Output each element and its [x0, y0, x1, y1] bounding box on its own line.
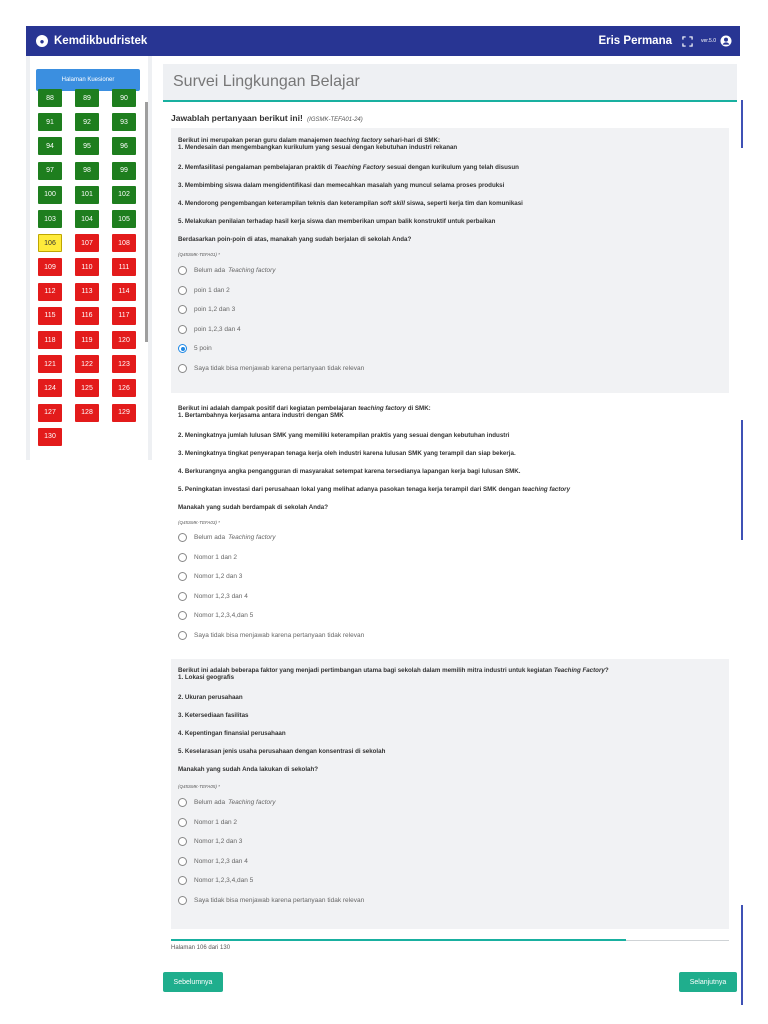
- question-number-button[interactable]: 116: [75, 307, 99, 325]
- answer-option[interactable]: [178, 876, 253, 885]
- question-number-button[interactable]: 102: [112, 186, 136, 204]
- question-number-button[interactable]: 117: [112, 307, 136, 325]
- question-number-button[interactable]: 105: [112, 210, 136, 228]
- question-text-line: [178, 412, 344, 420]
- question-text-segment: Teaching Factory: [334, 164, 386, 171]
- answer-option[interactable]: [178, 286, 230, 295]
- question-number-button[interactable]: 90: [112, 89, 136, 107]
- answer-option[interactable]: [178, 896, 364, 905]
- answer-option[interactable]: [178, 266, 276, 275]
- version-label: ver.5.0: [700, 38, 716, 44]
- question-text-segment: 4. Kepentingan finansial perusahaan: [178, 730, 286, 737]
- answer-option-label: Saya tidak bisa menjawab karena pertanyaan tidak relevan: [194, 364, 365, 372]
- question-number-button[interactable]: 103: [38, 210, 62, 228]
- brand[interactable]: [26, 35, 147, 47]
- instruction-code: (IGSMK-TEFA01-24): [307, 117, 363, 123]
- question-number-button[interactable]: 123: [112, 355, 136, 373]
- question-text-segment: di SMK:: [405, 405, 431, 412]
- right-edge-mark: [741, 100, 743, 148]
- question-text-line: [178, 450, 516, 458]
- question-number-button[interactable]: 100: [38, 186, 62, 204]
- question-text-line: [178, 218, 495, 226]
- page-info: Halaman 106 dari 130: [171, 945, 231, 951]
- question-number-button[interactable]: 121: [38, 355, 62, 373]
- question-text-segment: sehari-hari di SMK:: [381, 137, 441, 144]
- question-text-line: [178, 694, 243, 702]
- question-number-button[interactable]: 96: [112, 137, 136, 155]
- question-text-segment: 1. Lokasi geografis: [178, 674, 235, 681]
- main-content: [163, 64, 737, 1000]
- question-text-segment: 2. Memfasilitasi pengalaman pembelajaran praktik di: [178, 164, 335, 171]
- question-text-segment: Berikut ini adalah beberapa faktor yang menjadi pertimbangan utama bagi sekolah dalam memilih mitra industri untuk kegiatan: [178, 667, 554, 674]
- radio-button[interactable]: [178, 305, 187, 314]
- question-code: (Q45SMK-TEFA01) *: [178, 252, 220, 257]
- question-number-button[interactable]: 99: [112, 162, 136, 180]
- answer-option[interactable]: [178, 631, 364, 640]
- question-number-button[interactable]: 126: [112, 379, 136, 397]
- question-number-button[interactable]: 89: [75, 89, 99, 107]
- radio-button[interactable]: [178, 837, 187, 846]
- answer-option-label: Nomor 1 dan 2: [194, 553, 237, 561]
- right-edge-mark: [741, 420, 743, 540]
- question-number-button[interactable]: 95: [75, 137, 99, 155]
- question-number-grid: [38, 94, 148, 452]
- question-text-segment: Berdasarkan poin-poin di atas, manakah yang sudah berjalan di sekolah Anda?: [178, 236, 412, 243]
- answer-option-label: Nomor 1,2,3 dan 4: [194, 857, 248, 865]
- question-text-segment: 4. Berkurangnya angka pengangguran di masyarakat setempat karena tersedianya lapangan kerja bagi lulusan SMK.: [178, 468, 521, 475]
- page-title: Survei Lingkungan Belajar: [163, 64, 737, 102]
- question-number-button[interactable]: 94: [38, 137, 62, 155]
- progress-fill: [171, 939, 626, 941]
- previous-button[interactable]: Sebelumnya: [163, 972, 223, 992]
- answer-option-label: Nomor 1,2 dan 3: [194, 838, 243, 845]
- question-prompt: [178, 504, 328, 512]
- question-number-button[interactable]: 127: [38, 404, 62, 422]
- question-text-segment: Manakah yang sudah berdampak di sekolah Anda?: [178, 504, 329, 511]
- radio-button[interactable]: [178, 876, 187, 885]
- question-text-line: [178, 712, 249, 720]
- question-number-button[interactable]: 124: [38, 379, 62, 397]
- account-icon[interactable]: [720, 35, 732, 47]
- answer-option[interactable]: [178, 325, 241, 334]
- question-number-button[interactable]: 113: [75, 283, 99, 301]
- answer-option-label: poin 1,2 dan 3: [194, 306, 236, 313]
- question-number-button[interactable]: 128: [75, 404, 99, 422]
- answer-option[interactable]: [178, 837, 242, 846]
- question-text-segment: teaching factory: [334, 137, 382, 144]
- question-number-button[interactable]: 112: [38, 283, 62, 301]
- answer-option-italic: Teaching factory: [228, 267, 276, 274]
- user-name: Eris Permana: [598, 35, 672, 47]
- question-text-segment: 5. Peningkatan investasi dari perusahaan lokal yang melihat adanya pasokan tenaga kerja terampil dari SMK dengan: [178, 486, 523, 493]
- progress-bar: [171, 940, 729, 941]
- answer-option[interactable]: [178, 592, 248, 601]
- question-number-button[interactable]: 125: [75, 379, 99, 397]
- question-number-button[interactable]: 101: [75, 186, 99, 204]
- radio-button[interactable]: [178, 286, 187, 295]
- question-number-button[interactable]: 115: [38, 307, 62, 325]
- answer-option-label: Belum ada: [194, 267, 226, 274]
- question-text-segment: sesuai dengan kurikulum yang telah disusun: [385, 164, 519, 171]
- right-edge-mark: [741, 905, 743, 1005]
- question-text-segment: Berikut ini adalah dampak positif dari kegiatan pembelajaran: [178, 405, 359, 412]
- answer-option-label: Saya tidak bisa menjawab karena pertanyaan tidak relevan: [194, 896, 365, 904]
- answer-option-label: poin 1 dan 2: [194, 286, 230, 294]
- question-text-line: [178, 432, 509, 440]
- question-card: [171, 398, 729, 650]
- answer-option[interactable]: [178, 533, 276, 542]
- question-number-button[interactable]: 104: [75, 210, 99, 228]
- question-text-segment: Teaching Factory: [553, 667, 605, 674]
- radio-button[interactable]: [178, 533, 187, 542]
- question-number-button[interactable]: 130: [38, 428, 62, 446]
- answer-option-italic: Teaching factory: [228, 534, 276, 541]
- question-text-line: [178, 667, 609, 675]
- answer-option-label: 5 poin: [194, 345, 212, 352]
- question-text-segment: 5. Keselarasan jenis usaha perusahaan dengan konsentrasi di sekolah: [178, 748, 386, 755]
- question-number-button[interactable]: 97: [38, 162, 62, 180]
- question-number-button[interactable]: 88: [38, 89, 62, 107]
- question-number-button[interactable]: 111: [112, 258, 136, 276]
- question-text-line: [178, 674, 234, 682]
- question-text-segment: Berikut ini merupakan peran guru dalam manajemen: [178, 137, 335, 144]
- question-number-button[interactable]: 122: [75, 355, 99, 373]
- question-number-button[interactable]: 92: [75, 113, 99, 131]
- question-text-line: [178, 486, 570, 494]
- next-button[interactable]: Selanjutnya: [679, 972, 737, 992]
- radio-button[interactable]: [178, 364, 187, 373]
- question-text-segment: 4. Mendorong pengembangan keterampilan teknis dan keterampilan: [178, 200, 380, 207]
- answer-option[interactable]: [178, 857, 248, 866]
- question-prompt: [178, 236, 411, 244]
- question-number-button[interactable]: 107: [75, 234, 99, 252]
- instruction-text: Jawablah pertanyaan berikut ini!: [171, 113, 303, 123]
- question-text-line: [178, 730, 286, 738]
- question-number-button[interactable]: 106: [38, 234, 62, 252]
- answer-option-label: Belum ada: [194, 799, 226, 806]
- answer-option-label: Saya tidak bisa menjawab karena pertanyaan tidak relevan: [194, 631, 365, 639]
- answer-option[interactable]: [178, 798, 276, 807]
- radio-button[interactable]: [178, 857, 187, 866]
- question-text-segment: 3. Meningkatnya tingkat penyerapan tenaga kerja oleh industri karena lulusan SMK yang terampil dan siap bekerja.: [178, 450, 516, 457]
- sidebar: [26, 56, 152, 460]
- sidebar-scrollbar[interactable]: [145, 102, 148, 342]
- radio-button[interactable]: [178, 818, 187, 827]
- radio-button[interactable]: [178, 631, 187, 640]
- question-card: [171, 659, 729, 929]
- answer-option[interactable]: [178, 611, 253, 620]
- question-number-button[interactable]: 110: [75, 258, 99, 276]
- radio-button[interactable]: [178, 266, 187, 275]
- answer-option[interactable]: [178, 572, 242, 581]
- radio-button[interactable]: [178, 572, 187, 581]
- question-text-line: [178, 200, 523, 208]
- answer-option-label: Nomor 1,2,3 dan 4: [194, 592, 248, 600]
- question-text-line: [178, 164, 519, 172]
- question-number-button[interactable]: 93: [112, 113, 136, 131]
- question-text-segment: siswa, seperti kerja tim dan komunikasi: [404, 200, 523, 207]
- question-number-button[interactable]: 119: [75, 331, 99, 349]
- question-text-line: [178, 144, 457, 152]
- question-text-segment: 3. Ketersediaan fasilitas: [178, 712, 249, 719]
- question-text-segment: 1. Bertambahnya kerjasama antara industri dengan SMK: [178, 412, 344, 419]
- radio-button[interactable]: [178, 798, 187, 807]
- radio-button[interactable]: [178, 611, 187, 620]
- radio-button[interactable]: [178, 896, 187, 905]
- question-code: (Q45SMK-TEFA03) *: [178, 520, 220, 525]
- question-text-line: [178, 748, 385, 756]
- radio-button[interactable]: [178, 344, 187, 353]
- question-number-button[interactable]: 109: [38, 258, 62, 276]
- question-text-segment: ?: [604, 667, 609, 674]
- answer-option[interactable]: [178, 818, 237, 827]
- question-text-segment: Manakah yang sudah Anda lakukan di sekolah?: [178, 766, 319, 773]
- question-text-line: [178, 182, 504, 190]
- answer-option[interactable]: [178, 553, 237, 562]
- instruction: [171, 113, 363, 123]
- question-code: (Q45SMK-TEFA05) *: [178, 784, 220, 789]
- answer-option-label: Nomor 1,2,3,4,dan 5: [194, 877, 254, 884]
- answer-option-label: Nomor 1,2,3,4,dan 5: [194, 612, 254, 619]
- question-text-segment: soft skill: [379, 200, 405, 207]
- question-text-line: [178, 468, 521, 476]
- question-number-button[interactable]: 120: [112, 331, 136, 349]
- question-number-button[interactable]: 129: [112, 404, 136, 422]
- question-number-button[interactable]: 108: [112, 234, 136, 252]
- question-card: [171, 128, 729, 393]
- question-text-segment: 2. Meningkatnya jumlah lulusan SMK yang memiliki keterampilan praktis yang sesuai dengan kebutuhan industri: [178, 432, 510, 439]
- question-number-button[interactable]: 114: [112, 283, 136, 301]
- answer-option[interactable]: [178, 344, 212, 353]
- answer-option-label: Nomor 1,2 dan 3: [194, 573, 243, 580]
- question-number-button[interactable]: 98: [75, 162, 99, 180]
- brand-name: Kemdikbudristek: [54, 35, 148, 47]
- question-text-segment: teaching factory: [358, 405, 406, 412]
- fullscreen-icon[interactable]: [682, 36, 693, 47]
- question-text-segment: teaching factory: [522, 486, 571, 493]
- answer-option-label: Nomor 1 dan 2: [194, 818, 237, 826]
- questionnaire-page-button[interactable]: Halaman Kuesioner: [36, 69, 140, 91]
- logo-icon: ●: [36, 35, 48, 47]
- question-text-segment: 3. Membimbing siswa dalam mengidentifikasi dan memecahkan masalah yang muncul selama proses produksi: [178, 182, 505, 189]
- question-prompt: [178, 766, 318, 774]
- question-text-segment: 1. Mendesain dan mengembangkan kurikulum yang sesuai dengan kebutuhan industri rekanan: [178, 144, 458, 151]
- question-text-segment: 2. Ukuran perusahaan: [178, 694, 243, 701]
- answer-option[interactable]: [178, 305, 235, 314]
- answer-option[interactable]: [178, 364, 364, 373]
- question-number-button[interactable]: 91: [38, 113, 62, 131]
- radio-button[interactable]: [178, 553, 187, 562]
- question-number-button[interactable]: 118: [38, 331, 62, 349]
- answer-option-italic: Teaching factory: [228, 799, 276, 806]
- question-text-segment: 5. Melakukan penilaian terhadap hasil kerja siswa dan memberikan umpan balik konstruktif untuk perbaikan: [178, 218, 496, 225]
- top-bar: [26, 26, 740, 56]
- radio-button[interactable]: [178, 325, 187, 334]
- answer-option-label: Belum ada: [194, 534, 226, 541]
- radio-button[interactable]: [178, 592, 187, 601]
- answer-option-label: poin 1,2,3 dan 4: [194, 325, 241, 333]
